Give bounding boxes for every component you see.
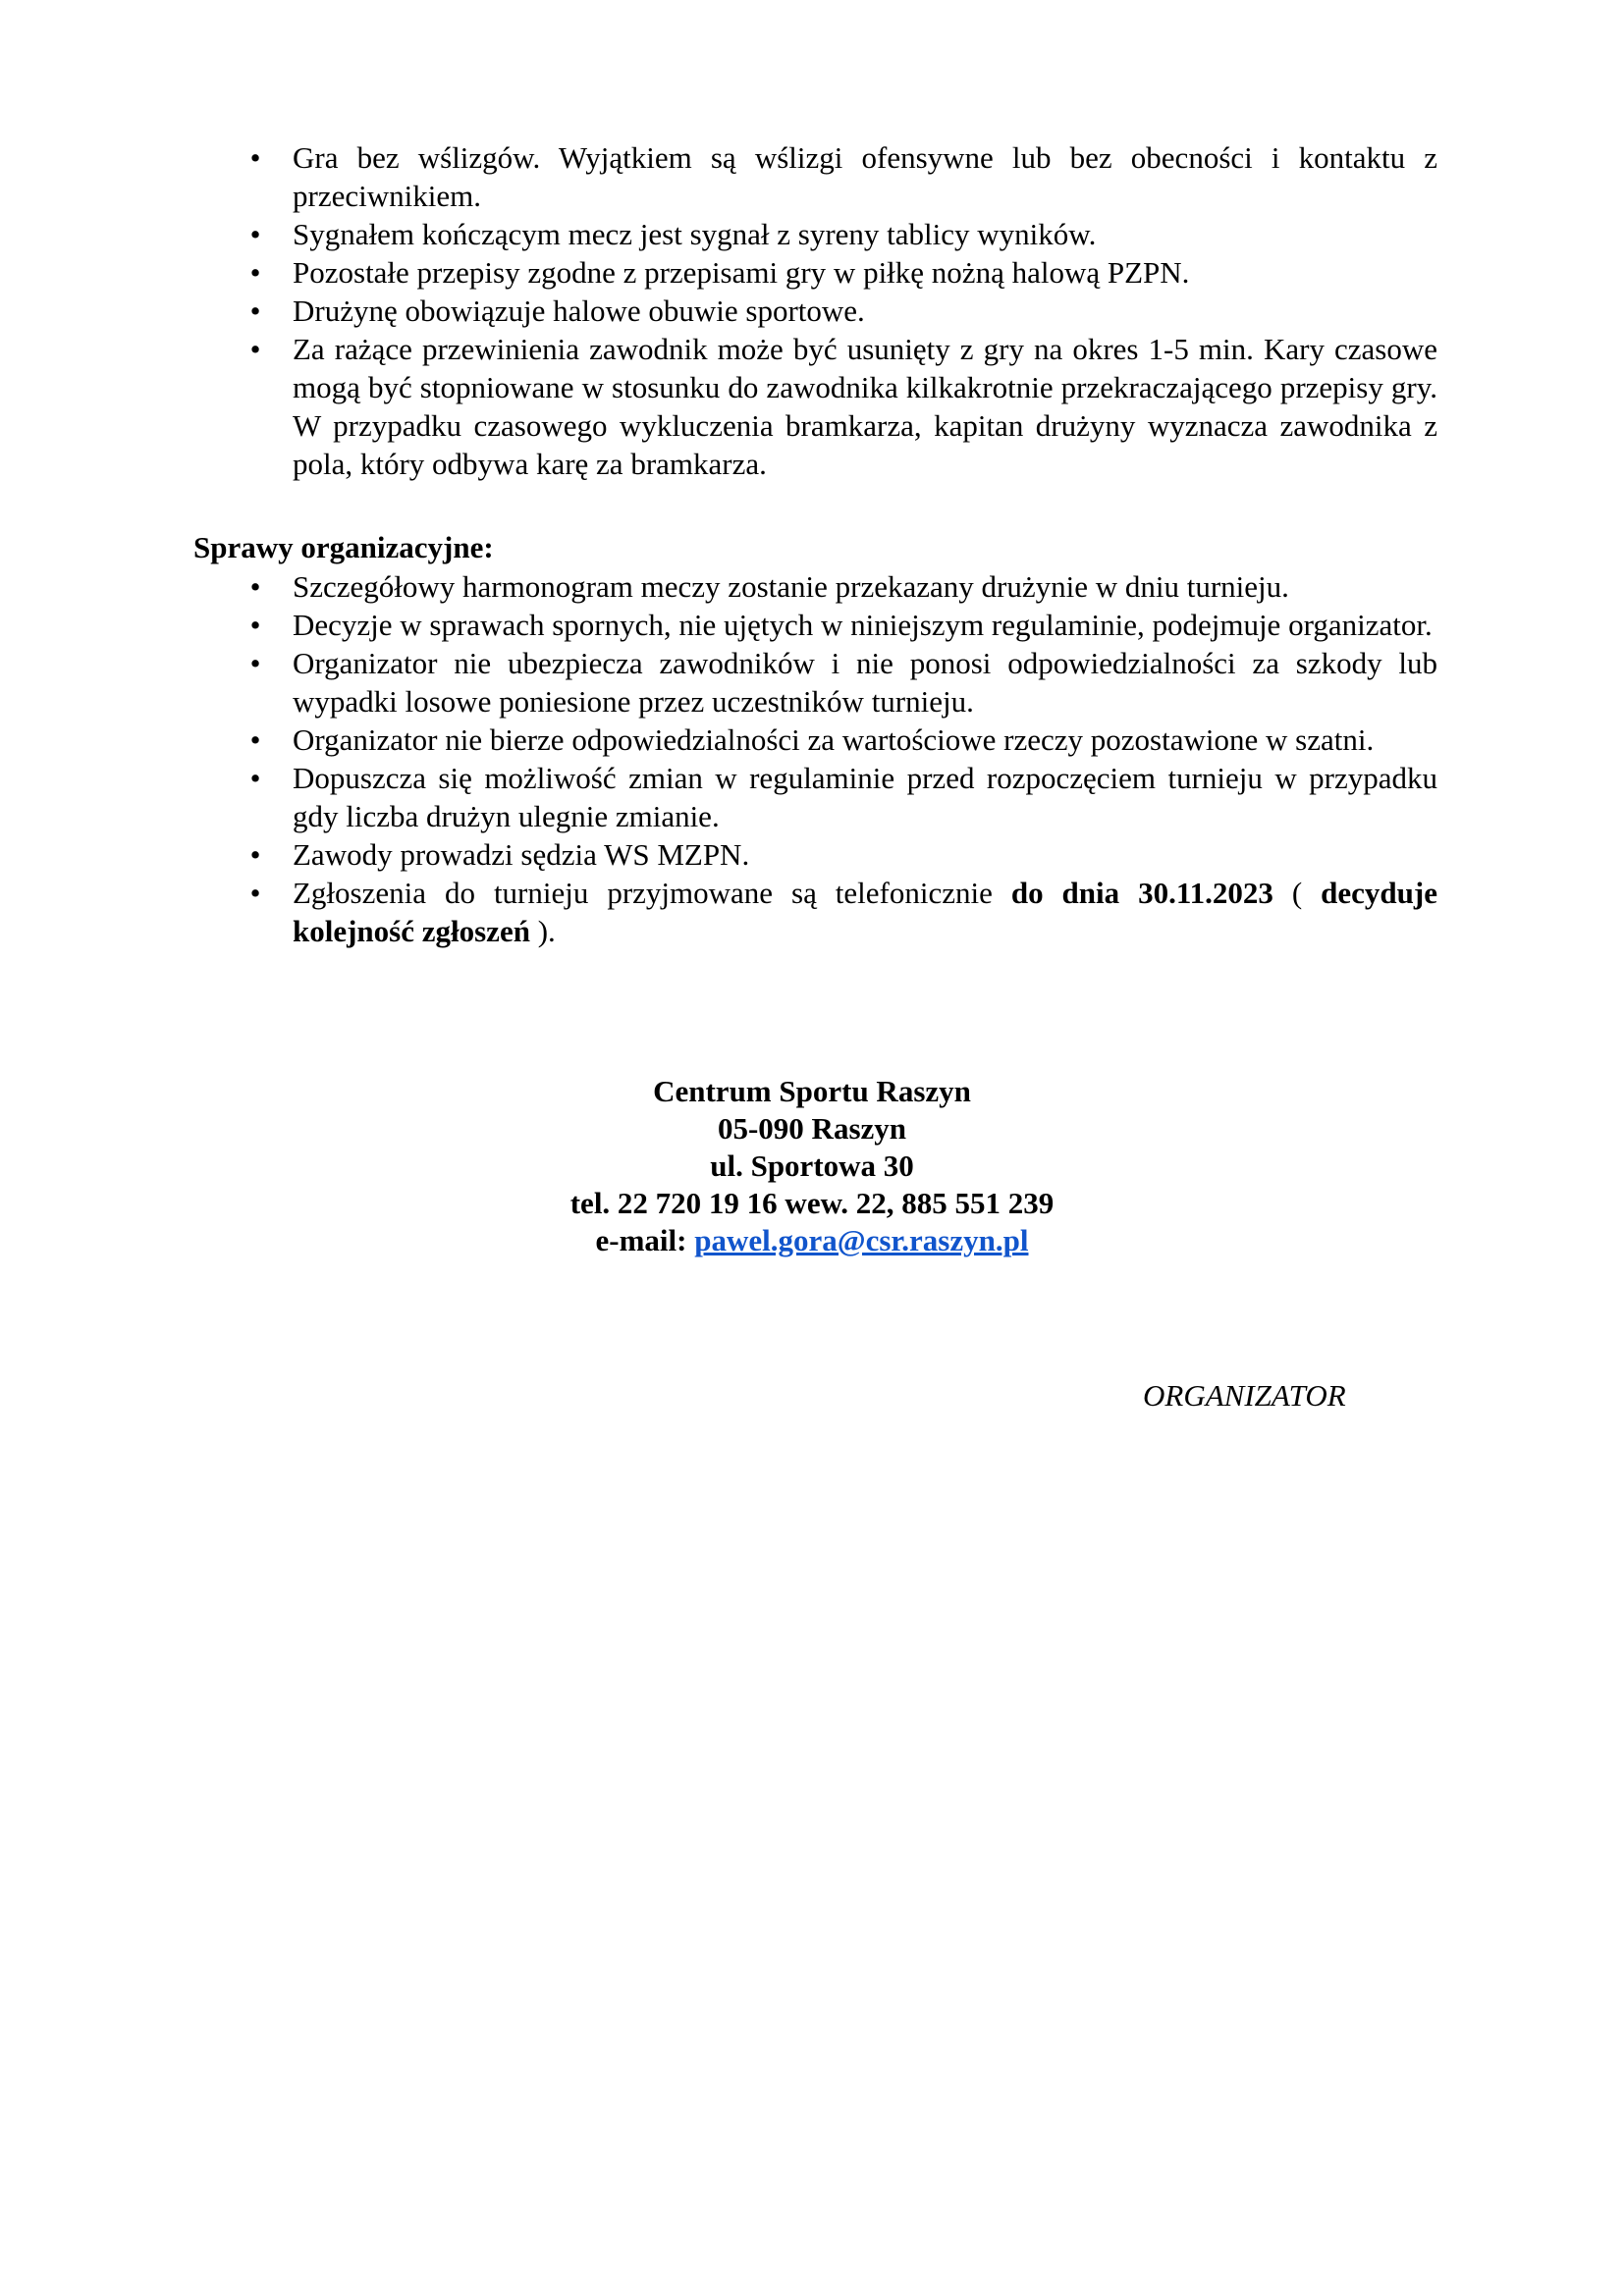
section-heading: Sprawy organizacyjne: [193, 530, 494, 564]
email-label: e-mail: [595, 1223, 695, 1257]
bullet-icon: • [249, 569, 261, 604]
registration-deadline: do dnia 30.11.2023 [1010, 876, 1273, 910]
list-item-text: Za rażące przewinienia zawodnik może być usunięty z gry na okres 1-5 min. Kary czasowe mogą być stopniowane w stosunku do zawodnika kilkakrotnie przekraczającego przepisy gry. W przypadku czasowego wykluczenia bramkarza, kapitan drużyny wyznacza zawodnika z pola, który odbywa karę za bramkarza. [293, 332, 1437, 481]
list-item [249, 759, 1437, 835]
bullet-icon: • [249, 837, 261, 872]
organizer-name: Centrum Sportu Raszyn [653, 1074, 971, 1108]
list-item-text: Organizator nie bierze odpowiedzialności za wartościowe rzeczy pozostawione w szatni. [293, 722, 1375, 757]
registration-item [249, 874, 1437, 950]
list-item [249, 567, 1437, 606]
list-item [249, 138, 1437, 215]
list-item [249, 292, 1437, 330]
list-item-text: Zawody prowadzi sędzia WS MZPN. [293, 837, 750, 872]
phone-numbers: tel. 22 720 19 16 wew. 22, 885 551 239 [569, 1186, 1055, 1220]
contact-block [0, 1073, 1624, 1259]
list-item-text: Pozostałe przepisy zgodne z przepisami gry w piłkę nożną halową PZPN. [293, 255, 1190, 290]
bullet-icon: • [249, 646, 261, 680]
registration-text-end: ). [529, 914, 556, 948]
bullet-icon: • [249, 332, 261, 366]
list-item [249, 644, 1437, 721]
bullet-icon: • [249, 294, 261, 328]
list-item-text: Szczegółowy harmonogram meczy zostanie przekazany drużynie w dniu turnieju. [293, 569, 1289, 604]
registration-text-middle: ( [1272, 876, 1322, 910]
bullet-icon: • [249, 761, 261, 795]
bullet-icon: • [249, 140, 261, 175]
list-item [249, 215, 1437, 253]
bullet-icon: • [249, 608, 261, 642]
list-item-text: Drużynę obowiązuje halowe obuwie sportowe. [293, 294, 865, 328]
email-link[interactable]: pawel.gora@csr.raszyn.pl [694, 1223, 1029, 1257]
organization-list [249, 567, 1437, 950]
list-item-text: Organizator nie ubezpiecza zawodników i nie ponosi odpowiedzialności za szkody lub wypadki losowe poniesione przez uczestników turnieju. [293, 646, 1437, 719]
list-item [249, 330, 1437, 483]
postal-address: 05-090 Raszyn [717, 1111, 907, 1146]
list-item-text: Dopuszcza się możliwość zmian w regulaminie przed rozpoczęciem turnieju w przypadku gdy liczba drużyn ulegnie zmianie. [293, 761, 1437, 833]
registration-text: Zgłoszenia do turnieju przyjmowane są telefonicznie [293, 876, 1011, 910]
list-item-text: Sygnałem kończącym mecz jest sygnał z syreny tablicy wyników. [293, 217, 1097, 251]
rules-list [249, 138, 1437, 483]
bullet-icon: • [249, 876, 261, 910]
list-item [249, 253, 1437, 292]
list-item-text: Decyzje w sprawach spornych, nie ujętych w niniejszym regulaminie, podejmuje organizator. [293, 608, 1433, 642]
list-item [249, 606, 1437, 644]
registration-order-note: decyduje kolejność zgłoszeń [293, 876, 1437, 948]
signature: ORGANIZATOR [1143, 1378, 1346, 1413]
street-address: ul. Sportowa 30 [710, 1148, 914, 1183]
list-item-text: Gra bez wślizgów. Wyjątkiem są wślizgi ofensywne lub bez obecności i kontaktu z przeciwnikiem. [293, 140, 1437, 213]
email-line [0, 1222, 1624, 1259]
bullet-icon: • [249, 217, 261, 251]
bullet-icon: • [249, 255, 261, 290]
list-item [249, 835, 1437, 874]
list-item [249, 721, 1437, 759]
bullet-icon: • [249, 722, 261, 757]
